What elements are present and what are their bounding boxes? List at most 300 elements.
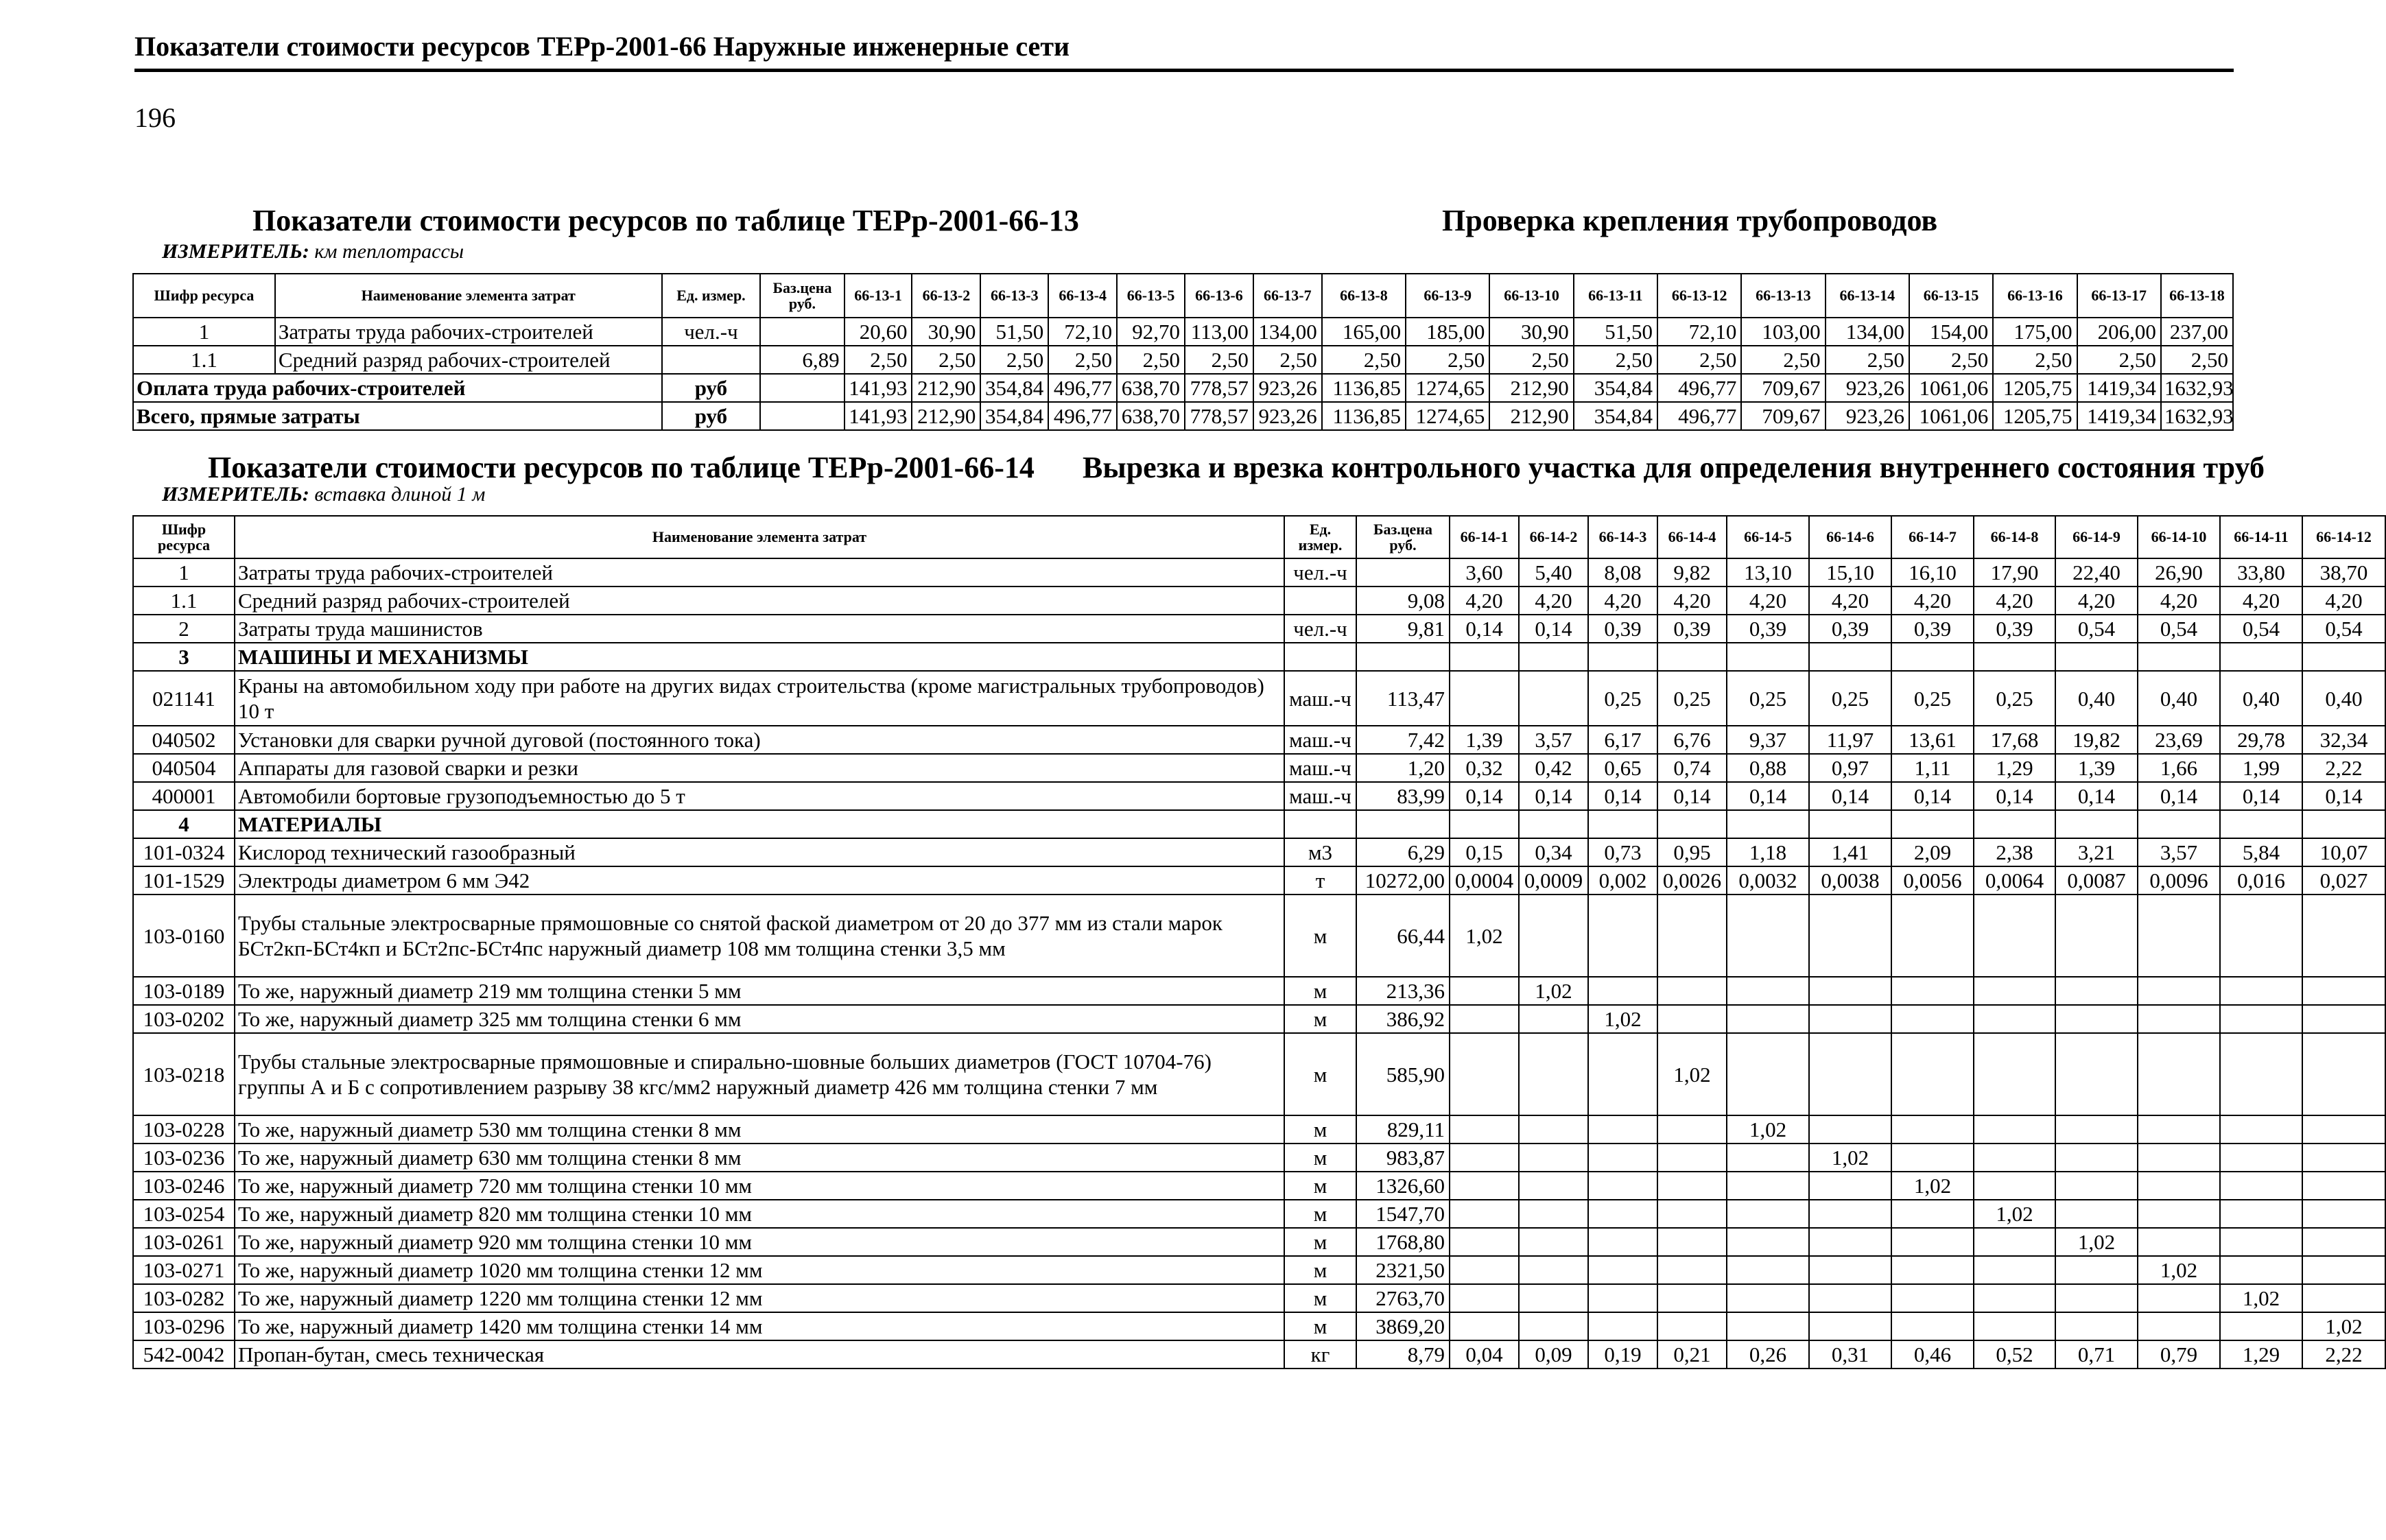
table14-measure-value: вставка длиной 1 м [314, 483, 486, 506]
value-cell [1657, 1144, 1727, 1172]
value-cell [1519, 1005, 1588, 1033]
resource-name: Пропан-бутан, смесь техническая [235, 1340, 1284, 1369]
table13-header-unit: Ед. измер. [662, 274, 761, 318]
value-cell: 0,14 [1809, 782, 1891, 810]
value-cell: 9,82 [1657, 558, 1727, 587]
table-row [133, 895, 2385, 977]
value-cell [1891, 1256, 1974, 1284]
table14-column-header: 66-14-8 [1974, 516, 2055, 558]
value-cell: 0,88 [1727, 754, 1809, 782]
value-cell [1519, 1284, 1588, 1312]
value-cell: 0,25 [1588, 671, 1657, 726]
value-cell: 2,50 [1657, 346, 1741, 374]
value-cell: 0,14 [1519, 782, 1588, 810]
resource-name: Затраты труда рабочих-строителей [235, 558, 1284, 587]
value-cell: 2,50 [1117, 346, 1185, 374]
resource-unit: м [1284, 977, 1356, 1005]
empty-cell [1284, 810, 1356, 838]
value-cell: 113,00 [1185, 318, 1253, 346]
value-cell: 2,50 [1574, 346, 1657, 374]
empty-cell [1657, 643, 1727, 671]
value-cell: 4,20 [1974, 587, 2055, 615]
value-cell [1588, 1033, 1657, 1115]
empty-cell [1727, 810, 1809, 838]
table-row [133, 1284, 2385, 1312]
value-cell: 2,50 [1406, 346, 1489, 374]
value-cell: 0,14 [2220, 782, 2302, 810]
empty-cell [1588, 643, 1657, 671]
value-cell [1519, 1115, 1588, 1144]
table13-column-header: 66-13-18 [2161, 274, 2233, 318]
empty-cell [2302, 643, 2385, 671]
value-cell: 0,0056 [1891, 866, 1974, 895]
value-cell [1450, 1005, 1519, 1033]
resource-code: 542-0042 [133, 1340, 235, 1369]
value-cell [1727, 1144, 1809, 1172]
value-cell [2302, 1284, 2385, 1312]
table14-title: Показатели стоимости ресурсов по таблице ТЕРр-2001-66-14 [208, 451, 1035, 484]
value-cell: 175,00 [1993, 318, 2077, 346]
value-cell [1657, 895, 1727, 977]
table13-column-header: 66-13-17 [2077, 274, 2161, 318]
resource-code: 2 [133, 615, 235, 643]
value-cell: 354,84 [1574, 374, 1657, 402]
value-cell: 0,39 [1588, 615, 1657, 643]
value-cell [1809, 1200, 1891, 1228]
value-cell: 0,31 [1809, 1340, 1891, 1369]
value-cell [1727, 1228, 1809, 1256]
value-cell: 1,02 [1891, 1172, 1974, 1200]
totals-unit: руб [662, 374, 761, 402]
value-cell: 32,34 [2302, 726, 2385, 754]
table14-column-header: 66-14-12 [2302, 516, 2385, 558]
value-cell: 1,02 [1974, 1200, 2055, 1228]
value-cell: 237,00 [2161, 318, 2233, 346]
table14-header-price: Баз.цена руб. [1356, 516, 1450, 558]
empty-cell [1974, 643, 2055, 671]
value-cell: 1,39 [1450, 726, 1519, 754]
value-cell [2138, 1228, 2220, 1256]
table13-header-name: Наименование элемента затрат [275, 274, 662, 318]
value-cell: 0,14 [2302, 782, 2385, 810]
value-cell [1809, 1284, 1891, 1312]
table-row [133, 754, 2385, 782]
resource-unit: м [1284, 1200, 1356, 1228]
value-cell: 0,14 [1450, 615, 1519, 643]
value-cell: 0,21 [1657, 1340, 1727, 1369]
value-cell [1588, 1284, 1657, 1312]
value-cell [1809, 1228, 1891, 1256]
header-rule [134, 69, 2234, 72]
value-cell [1657, 1115, 1727, 1144]
value-cell: 212,90 [912, 374, 980, 402]
value-cell: 1,11 [1891, 754, 1974, 782]
value-cell: 13,61 [1891, 726, 1974, 754]
value-cell [1891, 1312, 1974, 1340]
resource-code: 103-0236 [133, 1144, 235, 1172]
value-cell: 0,54 [2302, 615, 2385, 643]
value-cell: 1205,75 [1993, 402, 2077, 430]
table-row [133, 346, 2233, 374]
page-number: 196 [134, 102, 176, 133]
value-cell [1974, 1005, 2055, 1033]
resource-name: Трубы стальные электросварные прямошовные со снятой фаской диаметром от 20 до 377 мм из стали марок БСт2кп-БСт4кп и БСт2пс-БСт4пс наружный диаметр 108 мм толщина стенки 3,5 мм [235, 895, 1284, 977]
value-cell: 154,00 [1909, 318, 1993, 346]
value-cell: 4,20 [2055, 587, 2138, 615]
resource-code: 103-0218 [133, 1033, 235, 1115]
table13-header-price: Баз.цена руб. [760, 274, 844, 318]
value-cell: 496,77 [1657, 374, 1741, 402]
resource-name: Затраты труда рабочих-строителей [275, 318, 662, 346]
value-cell [1450, 1228, 1519, 1256]
value-cell: 0,14 [1657, 782, 1727, 810]
empty-cell [1657, 810, 1727, 838]
value-cell: 0,40 [2138, 671, 2220, 726]
section-title: МАТЕРИАЛЫ [235, 810, 1284, 838]
value-cell [1974, 1228, 2055, 1256]
totals-row [133, 374, 2233, 402]
resource-code: 1 [133, 318, 275, 346]
table-row [133, 587, 2385, 615]
table14-column-header: 66-14-7 [1891, 516, 1974, 558]
table-row [133, 1200, 2385, 1228]
value-cell [1891, 1115, 1974, 1144]
empty-cell [2138, 810, 2220, 838]
value-cell: 0,0064 [1974, 866, 2055, 895]
value-cell [1727, 977, 1809, 1005]
value-cell: 1274,65 [1406, 374, 1489, 402]
value-cell [1588, 1256, 1657, 1284]
value-cell: 1,29 [1974, 754, 2055, 782]
base-price: 8,79 [1356, 1340, 1450, 1369]
value-cell [1974, 895, 2055, 977]
table-row [133, 1172, 2385, 1200]
value-cell: 0,25 [1891, 671, 1974, 726]
table-row [133, 1033, 2385, 1115]
value-cell [2302, 895, 2385, 977]
resource-code: 103-0189 [133, 977, 235, 1005]
value-cell [1809, 1172, 1891, 1200]
value-cell: 2,09 [1891, 838, 1974, 866]
table13-column-header: 66-13-5 [1117, 274, 1185, 318]
value-cell [1657, 1005, 1727, 1033]
value-cell: 1,99 [2220, 754, 2302, 782]
value-cell: 0,14 [1519, 615, 1588, 643]
resource-unit [662, 346, 761, 374]
value-cell [1809, 1115, 1891, 1144]
resource-unit: маш.-ч [1284, 671, 1356, 726]
value-cell [2138, 1312, 2220, 1340]
resource-code: 4 [133, 810, 235, 838]
resource-name: То же, наружный диаметр 720 мм толщина стенки 10 мм [235, 1172, 1284, 1200]
value-cell: 2,50 [1048, 346, 1117, 374]
value-cell [1974, 977, 2055, 1005]
table-row [133, 1228, 2385, 1256]
value-cell [1891, 977, 1974, 1005]
resource-name: То же, наружный диаметр 325 мм толщина стенки 6 мм [235, 1005, 1284, 1033]
resource-unit [1284, 587, 1356, 615]
value-cell: 2,50 [1741, 346, 1825, 374]
value-cell: 4,20 [1519, 587, 1588, 615]
table-row [133, 977, 2385, 1005]
table13-column-header: 66-13-9 [1406, 274, 1489, 318]
value-cell: 0,54 [2055, 615, 2138, 643]
value-cell [1519, 1256, 1588, 1284]
resource-name: Электроды диаметром 6 мм Э42 [235, 866, 1284, 895]
value-cell: 0,0087 [2055, 866, 2138, 895]
base-price [760, 318, 844, 346]
value-cell: 2,50 [980, 346, 1048, 374]
value-cell: 0,46 [1891, 1340, 1974, 1369]
value-cell [1519, 671, 1588, 726]
value-cell [2055, 1312, 2138, 1340]
value-cell: 1419,34 [2077, 402, 2161, 430]
value-cell [1727, 1284, 1809, 1312]
value-cell: 30,90 [1489, 318, 1573, 346]
value-cell [1519, 1312, 1588, 1340]
value-cell: 212,90 [1489, 374, 1573, 402]
table-row [133, 866, 2385, 895]
empty-cell [1809, 643, 1891, 671]
value-cell [1657, 1172, 1727, 1200]
value-cell: 496,77 [1657, 402, 1741, 430]
value-cell [2055, 895, 2138, 977]
base-price: 6,89 [760, 346, 844, 374]
resource-unit: м [1284, 1172, 1356, 1200]
empty-cell [1519, 643, 1588, 671]
value-cell: 165,00 [1322, 318, 1406, 346]
value-cell: 1,02 [1588, 1005, 1657, 1033]
value-cell: 1,66 [2138, 754, 2220, 782]
base-price: 585,90 [1356, 1033, 1450, 1115]
table13-column-header: 66-13-7 [1253, 274, 1322, 318]
table14-header-name: Наименование элемента затрат [235, 516, 1284, 558]
totals-row [133, 402, 2233, 430]
value-cell: 212,90 [1489, 402, 1573, 430]
value-cell: 206,00 [2077, 318, 2161, 346]
value-cell [2220, 1115, 2302, 1144]
value-cell [1450, 1144, 1519, 1172]
value-cell: 0,71 [2055, 1340, 2138, 1369]
value-cell: 134,00 [1253, 318, 1322, 346]
value-cell: 1419,34 [2077, 374, 2161, 402]
value-cell: 4,20 [1809, 587, 1891, 615]
table14-column-header: 66-14-9 [2055, 516, 2138, 558]
value-cell: 0,39 [1891, 615, 1974, 643]
value-cell: 13,10 [1727, 558, 1809, 587]
value-cell: 0,52 [1974, 1340, 2055, 1369]
resource-name: То же, наружный диаметр 630 мм толщина стенки 8 мм [235, 1144, 1284, 1172]
table13-subtitle: Проверка крепления трубопроводов [1442, 204, 1938, 237]
base-price: 829,11 [1356, 1115, 1450, 1144]
value-cell: 0,65 [1588, 754, 1657, 782]
empty-cell [1356, 643, 1450, 671]
value-cell [1450, 1284, 1519, 1312]
section-row [133, 810, 2385, 838]
value-cell: 0,34 [1519, 838, 1588, 866]
empty-cell [1284, 643, 1356, 671]
value-cell: 0,25 [1809, 671, 1891, 726]
resource-name: То же, наружный диаметр 530 мм толщина стенки 8 мм [235, 1115, 1284, 1144]
value-cell [1588, 1200, 1657, 1228]
resource-unit: маш.-ч [1284, 754, 1356, 782]
table13-column-header: 66-13-16 [1993, 274, 2077, 318]
resource-name: Установки для сварки ручной дуговой (постоянного тока) [235, 726, 1284, 754]
value-cell: 0,14 [1450, 782, 1519, 810]
value-cell [1450, 671, 1519, 726]
value-cell: 1632,93 [2161, 402, 2233, 430]
value-cell: 778,57 [1185, 374, 1253, 402]
resource-unit: м [1284, 895, 1356, 977]
value-cell: 0,002 [1588, 866, 1657, 895]
value-cell: 0,0026 [1657, 866, 1727, 895]
value-cell: 6,17 [1588, 726, 1657, 754]
table14-subtitle: Вырезка и врезка контрольного участка для определения внутреннего состояния труб [1083, 451, 2265, 484]
base-price: 83,99 [1356, 782, 1450, 810]
value-cell [1519, 1172, 1588, 1200]
table14-header-code: Шифр ресурса [133, 516, 235, 558]
value-cell: 4,20 [2302, 587, 2385, 615]
totals-price [760, 374, 844, 402]
value-cell [1657, 1312, 1727, 1340]
table14 [132, 515, 2386, 1369]
value-cell: 0,40 [2302, 671, 2385, 726]
resource-code: 103-0271 [133, 1256, 235, 1284]
value-cell: 1,39 [2055, 754, 2138, 782]
empty-cell [2302, 810, 2385, 838]
value-cell: 1,18 [1727, 838, 1809, 866]
value-cell [2220, 1144, 2302, 1172]
base-price: 386,92 [1356, 1005, 1450, 1033]
value-cell: 923,26 [1253, 402, 1322, 430]
value-cell: 1205,75 [1993, 374, 2077, 402]
value-cell: 354,84 [980, 374, 1048, 402]
table13 [132, 273, 2234, 431]
value-cell: 185,00 [1406, 318, 1489, 346]
value-cell: 2,50 [912, 346, 980, 374]
resource-unit: кг [1284, 1340, 1356, 1369]
resource-code: 3 [133, 643, 235, 671]
value-cell: 496,77 [1048, 374, 1117, 402]
value-cell: 638,70 [1117, 374, 1185, 402]
value-cell: 0,25 [1727, 671, 1809, 726]
value-cell [2138, 895, 2220, 977]
value-cell [1974, 1033, 2055, 1115]
value-cell: 2,50 [1185, 346, 1253, 374]
value-cell [1974, 1256, 2055, 1284]
value-cell: 2,50 [844, 346, 912, 374]
value-cell: 0,54 [2220, 615, 2302, 643]
value-cell [1809, 1312, 1891, 1340]
value-cell [1519, 1200, 1588, 1228]
value-cell: 2,38 [1974, 838, 2055, 866]
value-cell: 2,50 [1489, 346, 1573, 374]
value-cell: 354,84 [980, 402, 1048, 430]
value-cell: 0,26 [1727, 1340, 1809, 1369]
value-cell: 6,76 [1657, 726, 1727, 754]
value-cell [1519, 1033, 1588, 1115]
resource-unit: т [1284, 866, 1356, 895]
base-price: 1768,80 [1356, 1228, 1450, 1256]
value-cell [1588, 1312, 1657, 1340]
value-cell [2302, 1144, 2385, 1172]
resource-unit: м [1284, 1284, 1356, 1312]
base-price: 983,87 [1356, 1144, 1450, 1172]
table13-column-header: 66-13-1 [844, 274, 912, 318]
value-cell: 778,57 [1185, 402, 1253, 430]
value-cell [1450, 1115, 1519, 1144]
resource-code: 103-0296 [133, 1312, 235, 1340]
value-cell [2138, 1115, 2220, 1144]
resource-code: 103-0228 [133, 1115, 235, 1144]
value-cell [1727, 1005, 1809, 1033]
value-cell [2055, 1256, 2138, 1284]
value-cell: 0,14 [1727, 782, 1809, 810]
value-cell: 638,70 [1117, 402, 1185, 430]
value-cell: 10,07 [2302, 838, 2385, 866]
value-cell: 1,02 [1727, 1115, 1809, 1144]
table-row [133, 318, 2233, 346]
value-cell [1891, 895, 1974, 977]
base-price: 1326,60 [1356, 1172, 1450, 1200]
value-cell [1891, 1033, 1974, 1115]
value-cell: 354,84 [1574, 402, 1657, 430]
value-cell: 141,93 [844, 402, 912, 430]
table14-column-header: 66-14-1 [1450, 516, 1519, 558]
resource-name: Кислород технический газообразный [235, 838, 1284, 866]
resource-name: Трубы стальные электросварные прямошовные и спирально-шовные больших диаметров (ГОСТ 10704-76) группы А и Б с сопротивлением разрыву 38 кгс/мм2 наружный диаметр 426 мм толщина стенки 7 мм [235, 1033, 1284, 1115]
value-cell: 0,0096 [2138, 866, 2220, 895]
empty-cell [1519, 810, 1588, 838]
value-cell: 0,14 [1891, 782, 1974, 810]
value-cell: 0,79 [2138, 1340, 2220, 1369]
value-cell [1588, 977, 1657, 1005]
value-cell [1809, 1256, 1891, 1284]
resource-unit: чел.-ч [1284, 615, 1356, 643]
value-cell: 4,20 [1727, 587, 1809, 615]
value-cell [1588, 1115, 1657, 1144]
value-cell [1809, 895, 1891, 977]
value-cell: 4,20 [1891, 587, 1974, 615]
table13-title: Показатели стоимости ресурсов по таблице ТЕРр-2001-66-13 [252, 204, 1079, 237]
value-cell [2302, 1115, 2385, 1144]
empty-cell [2055, 643, 2138, 671]
table13-measure-label: ИЗМЕРИТЕЛЬ: [162, 240, 309, 263]
value-cell: 1061,06 [1909, 374, 1993, 402]
value-cell: 1136,85 [1322, 374, 1406, 402]
resource-unit: м [1284, 1256, 1356, 1284]
resource-name: Затраты труда машинистов [235, 615, 1284, 643]
value-cell [2138, 977, 2220, 1005]
value-cell: 92,70 [1117, 318, 1185, 346]
value-cell: 0,39 [1809, 615, 1891, 643]
table13-column-header: 66-13-12 [1657, 274, 1741, 318]
value-cell: 5,40 [1519, 558, 1588, 587]
resource-unit: м [1284, 1312, 1356, 1340]
totals-price [760, 402, 844, 430]
table-row [133, 1312, 2385, 1340]
value-cell: 15,10 [1809, 558, 1891, 587]
empty-cell [1891, 643, 1974, 671]
value-cell [2055, 1033, 2138, 1115]
value-cell [1519, 1144, 1588, 1172]
value-cell: 17,68 [1974, 726, 2055, 754]
value-cell: 9,37 [1727, 726, 1809, 754]
value-cell [1657, 977, 1727, 1005]
value-cell: 1,41 [1809, 838, 1891, 866]
value-cell: 0,40 [2220, 671, 2302, 726]
value-cell: 0,0009 [1519, 866, 1588, 895]
